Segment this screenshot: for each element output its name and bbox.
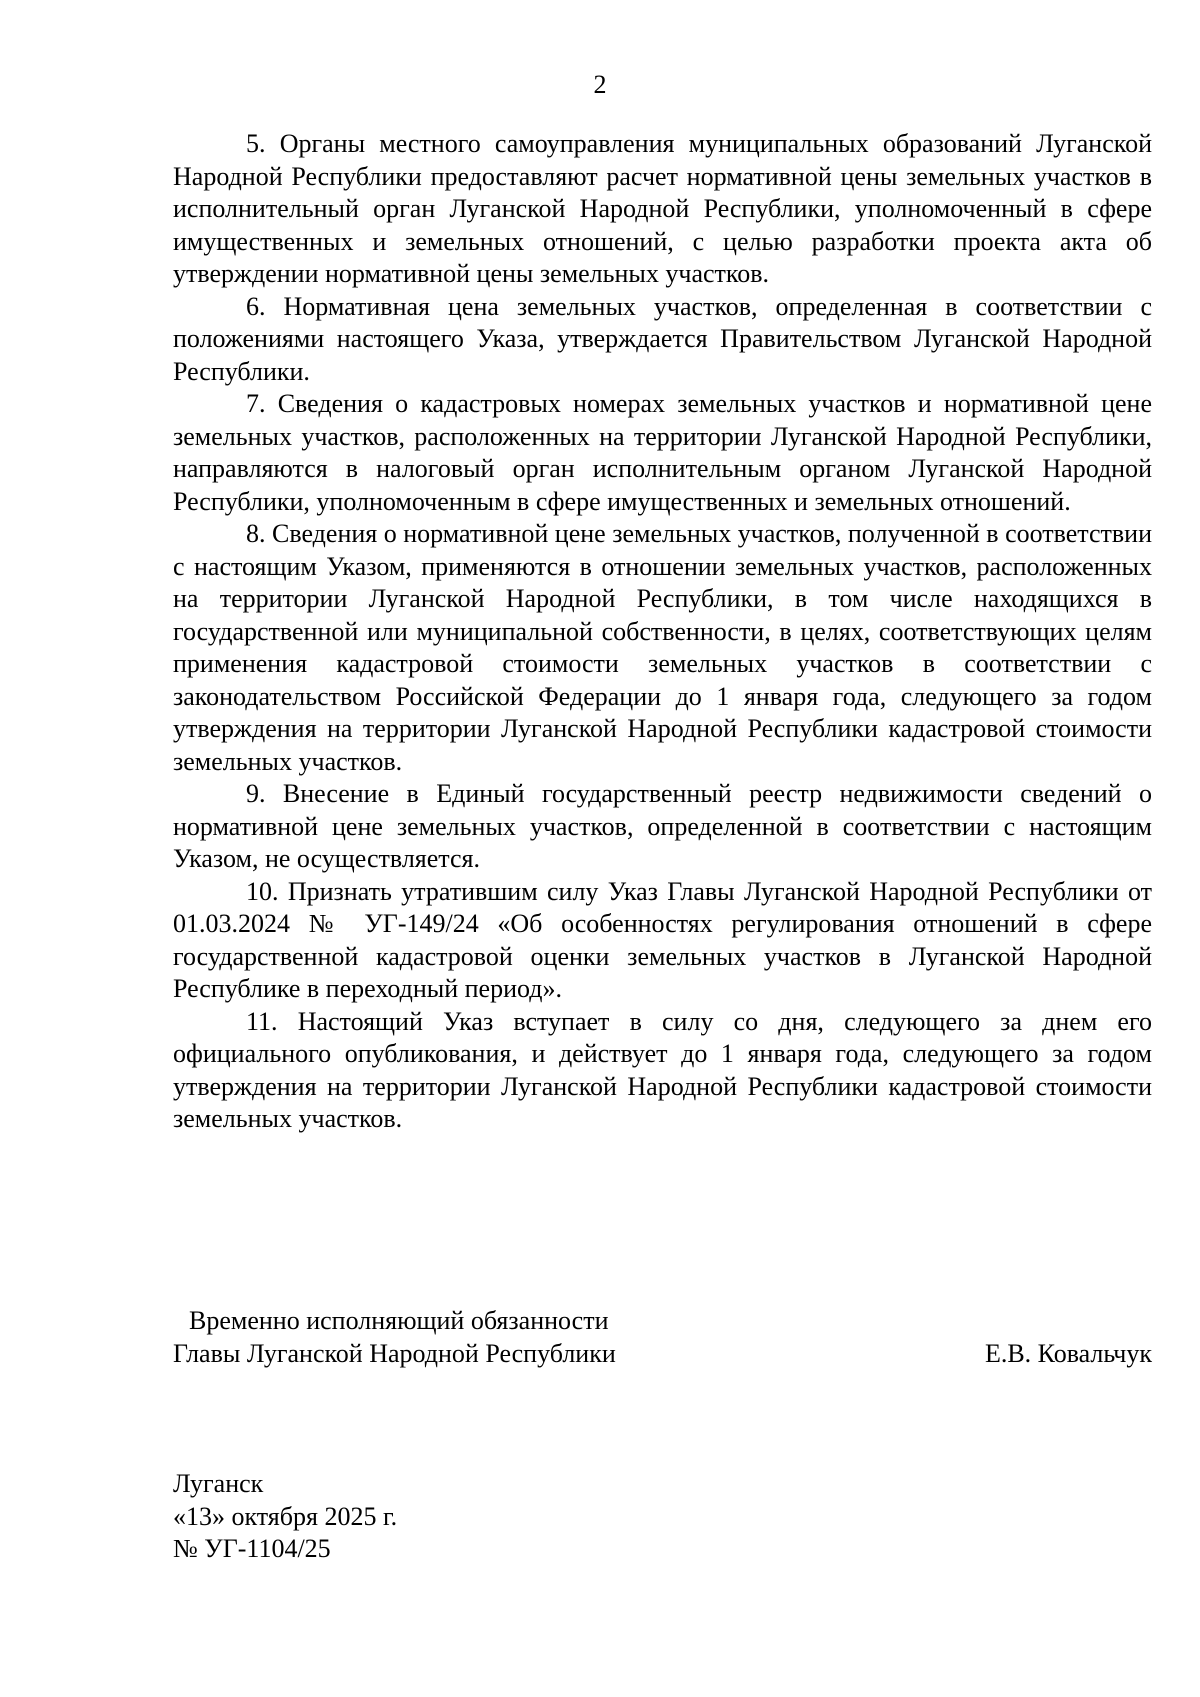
paragraph-8: 8. Сведения о нормативной цене земельных участков, полученной в соответствии с настоящим Указом, применяются в отношении земельных участков, расположенных на территории Луганской Народной Республики, в том числе находящихся в государственной или муниципальной собственности, в целях, соответствующих целям применения кадастровой стоимости земельных участков в соответствии с законодательством Российской Федерации до 1 января года, следующего за годом утверждения на территории Луганской Народной Республики кадастровой стоимости земельных участков.: [173, 519, 1152, 776]
issuance-place: Луганск: [173, 1469, 264, 1498]
paragraph-10: 10. Признать утратившим силу Указ Главы Луганской Народной Республики от 01.03.2024 № УГ-149/24 «Об особенностях регулирования отношений в сфере государственной кадастровой оценки земельных участков в Луганской Народной Республике в переходный период».: [173, 876, 1152, 1003]
paragraph-9: 9. Внесение в Единый государственный реестр недвижимости сведений о нормативной цене земельных участков, определенной в соответствии с настоящим Указом, не осуществляется.: [173, 779, 1152, 873]
issuance-date: «13» октября 2025 г.: [173, 1501, 398, 1531]
paragraph-7: 7. Сведения о кадастровых номерах земельных участков и нормативной цене земельных участков, расположенных на территории Луганской Народной Республики, направляются в налоговый орган исполнительным органом Луганской Народной Республики, уполномоченным в сфере имущественных и земельных отношений.: [173, 389, 1152, 516]
decree-body: [173, 128, 1152, 1136]
paragraph-6: 6. Нормативная цена земельных участков, определенная в соответствии с положениями настоящего Указа, утверждается Правительством Луганской Народной Республики.: [173, 291, 1152, 386]
signatory-name: Е.В. Ковальчук: [984, 1338, 1152, 1368]
issuance-details: [173, 1468, 397, 1566]
signatory-position: [173, 1305, 616, 1370]
decree-number: № УГ-1104/25: [173, 1534, 331, 1563]
signatory-position-line-2: Главы Луганской Народной Республики: [173, 1338, 616, 1368]
signatory-position-line-1: Временно исполняющий обязанности: [189, 1306, 609, 1335]
page-number: 2: [593, 70, 607, 99]
paragraph-11: 11. Настоящий Указ вступает в силу со дня, следующего за днем его официального опубликования, и действует до 1 января года, следующего за годом утверждения на территории Луганской Народной Республики кадастровой стоимости земельных участков.: [173, 1006, 1152, 1133]
paragraph-5: 5. Органы местного самоуправления муниципальных образований Луганской Народной Республики предоставляют расчет нормативной цены земельных участков в исполнительный орган Луганской Народной Республики, уполномоченный в сфере имущественных и земельных отношений, с целью разработки проекта акта об утверждении нормативной цены земельных участков.: [173, 129, 1152, 288]
